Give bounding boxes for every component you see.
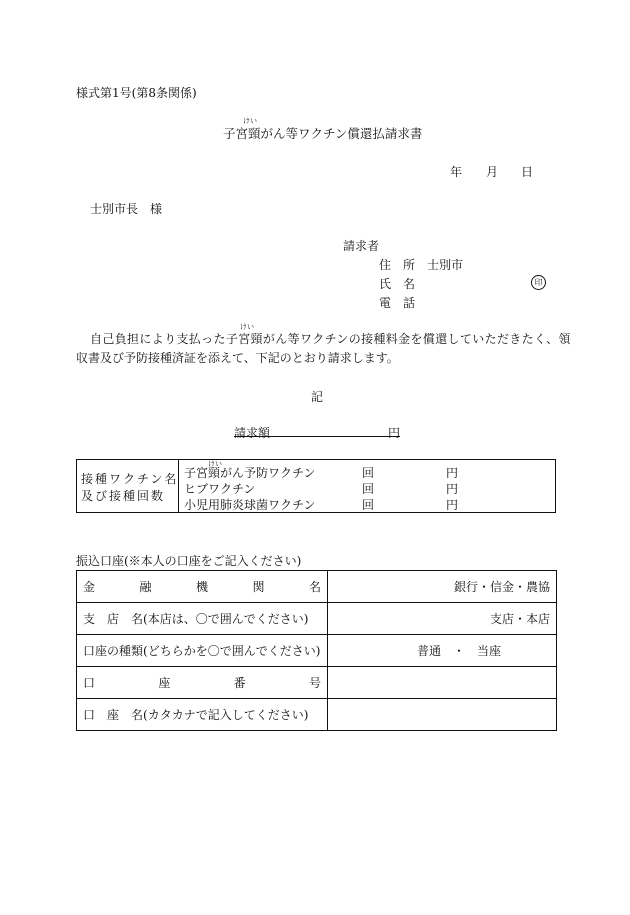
phone-label: 電 話 xyxy=(379,296,416,310)
bank-name-label xyxy=(77,571,328,603)
seal-mark: 印 xyxy=(531,275,546,290)
date-day: 日 xyxy=(521,165,534,179)
label-char: 号 xyxy=(308,676,321,690)
bank-name-value[interactable]: 銀行・信金・農協 xyxy=(328,571,557,603)
label-char: 番 xyxy=(233,676,246,690)
label-char: 機 xyxy=(195,580,208,594)
account-number-label xyxy=(77,667,328,699)
label-note: (本店は、〇で囲んでください) xyxy=(143,612,309,626)
label-prefix: 支 店 名 xyxy=(83,612,144,626)
branch-name-value[interactable]: 支店・本店 xyxy=(328,603,557,635)
address-label: 住 所 xyxy=(379,258,416,272)
label-note: (カタカナで記入してください) xyxy=(143,708,309,722)
address-value: 士別市 xyxy=(427,258,464,272)
account-number-value[interactable] xyxy=(328,667,557,699)
vaccine-header-line-1: 接種ワクチン名 xyxy=(81,472,179,486)
label-prefix: 口座の種類 xyxy=(83,644,144,658)
bank-table xyxy=(76,570,557,731)
vaccine-count-unit: 回 xyxy=(362,482,375,496)
claimant-label: 請求者 xyxy=(343,239,380,253)
vaccine-ruby: けい xyxy=(208,460,222,468)
label-char: 金 xyxy=(83,580,96,594)
table-row xyxy=(77,699,557,731)
vaccine-header-line-2: 及び接種回数 xyxy=(81,489,166,503)
table-row xyxy=(77,635,557,667)
title-ruby: けい xyxy=(243,117,257,125)
bank-heading: 振込口座(※本人の口座をご記入ください) xyxy=(76,554,302,568)
name-label: 氏 名 xyxy=(379,277,416,291)
vaccine-count-unit: 回 xyxy=(362,498,375,512)
body-ruby: けい xyxy=(240,323,254,331)
addressee: 士別市長 様 xyxy=(90,202,163,216)
account-type-label xyxy=(77,635,328,667)
label-prefix: 口 座 名 xyxy=(83,708,144,722)
table-row xyxy=(77,571,557,603)
form-number: 様式第1号(第8条関係) xyxy=(76,86,197,100)
label-char: 座 xyxy=(158,676,171,690)
vaccine-count-unit: 回 xyxy=(362,466,375,480)
vaccine-name: ヒブワクチン xyxy=(184,482,256,496)
label-char: 名 xyxy=(308,580,321,594)
claim-amount-label: 請求額 xyxy=(234,426,271,440)
account-holder-value[interactable] xyxy=(328,699,557,731)
branch-name-label xyxy=(77,603,328,635)
account-holder-label xyxy=(77,699,328,731)
claim-amount-underline xyxy=(234,436,400,437)
vaccine-box xyxy=(76,459,556,513)
body-line-1: 自己負担により支払った子宮頸がん等ワクチンの接種料金を償還していただきたく、領 xyxy=(90,332,571,346)
vaccine-name: 子宮頸がん予防ワクチン xyxy=(184,466,316,480)
vaccine-yen-unit: 円 xyxy=(446,482,459,496)
vaccine-yen-unit: 円 xyxy=(446,466,459,480)
vaccine-header xyxy=(81,471,178,505)
date-year: 年 xyxy=(450,165,463,179)
date-month: 月 xyxy=(486,165,499,179)
ki-mark: 記 xyxy=(311,390,324,404)
table-row xyxy=(77,667,557,699)
body-line-2: 収書及び予防接種済証を添えて、下記のとおり請求します。 xyxy=(76,351,399,365)
table-row xyxy=(77,603,557,635)
claim-amount-unit: 円 xyxy=(388,426,401,440)
label-char: 口 xyxy=(83,676,96,690)
vaccine-name: 小児用肺炎球菌ワクチン xyxy=(184,498,316,512)
label-char: 関 xyxy=(252,580,265,594)
label-note: (どちらかを〇で囲んでください) xyxy=(143,644,321,658)
document-title: 子宮頸がん等ワクチン償還払請求書 xyxy=(223,126,423,141)
label-char: 融 xyxy=(139,580,152,594)
account-type-value[interactable]: 普通 ・ 当座 xyxy=(328,635,557,667)
vaccine-yen-unit: 円 xyxy=(446,498,459,512)
